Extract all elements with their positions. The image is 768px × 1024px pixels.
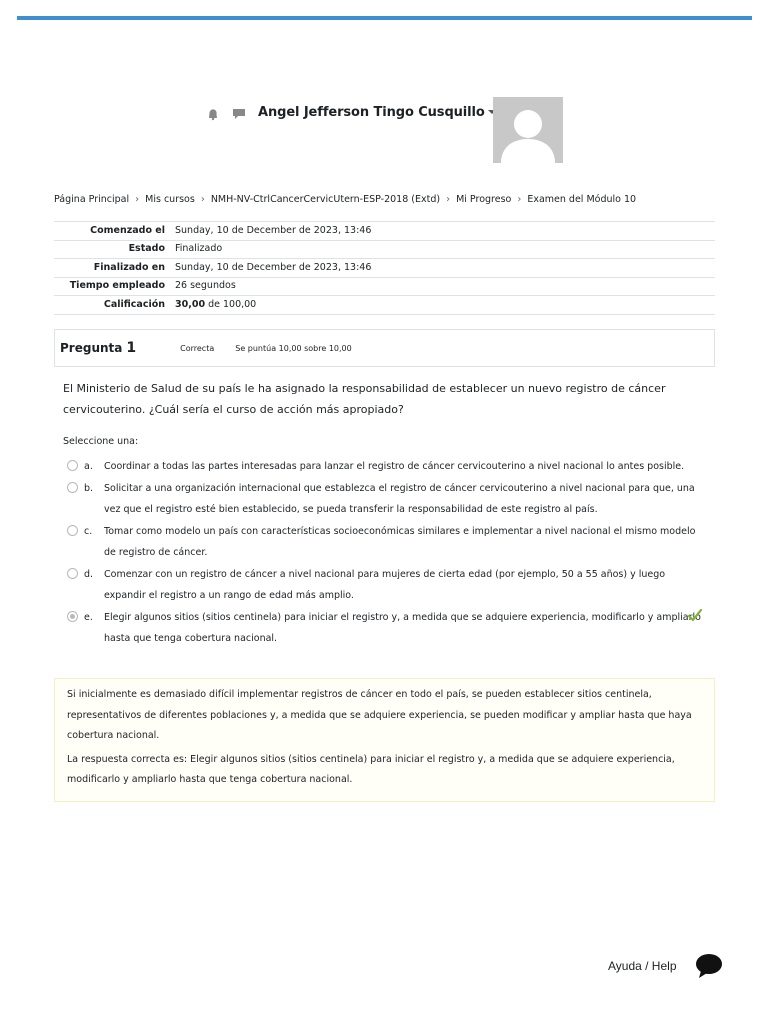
avatar[interactable]	[493, 97, 563, 163]
chevron-right-icon: ›	[200, 194, 205, 205]
radio-button[interactable]	[67, 482, 78, 493]
user-silhouette-icon	[493, 97, 563, 163]
answer-option-d[interactable]	[67, 564, 715, 606]
radio-button[interactable]	[67, 568, 78, 579]
question-title-label: Pregunta	[60, 341, 123, 355]
summary-row-grade	[54, 296, 715, 315]
summary-label: Estado	[128, 243, 165, 255]
quiz-summary-table	[54, 221, 715, 315]
radio-button-selected[interactable]	[67, 611, 78, 622]
radio-button[interactable]	[67, 525, 78, 536]
summary-value: 26 segundos	[175, 280, 236, 292]
answer-list	[67, 456, 715, 650]
question-info-box	[54, 329, 715, 367]
answer-option-e[interactable]	[67, 607, 715, 649]
radio-button[interactable]	[67, 460, 78, 471]
breadcrumb-exam[interactable]: Examen del Módulo 10	[527, 194, 637, 205]
summary-label: Finalizado en	[93, 261, 165, 273]
answer-letter: b.	[84, 483, 94, 494]
summary-label: Comenzado el	[90, 224, 165, 236]
chat-icon[interactable]	[232, 107, 246, 121]
summary-value: Sunday, 10 de December de 2023, 13:46	[175, 261, 372, 273]
answer-letter: e.	[84, 612, 93, 623]
answer-letter: d.	[84, 569, 94, 580]
breadcrumb-home[interactable]: Página Principal	[54, 194, 130, 205]
summary-row-state	[54, 240, 715, 259]
summary-value: Sunday, 10 de December de 2023, 13:46	[175, 224, 372, 236]
answer-option-a[interactable]	[67, 456, 715, 477]
summary-label: Calificación	[103, 298, 165, 310]
breadcrumb-my-courses[interactable]: Mis cursos	[145, 194, 195, 205]
bell-icon[interactable]	[206, 107, 220, 121]
question-title	[60, 340, 136, 356]
answer-prompt: Seleccione una:	[63, 436, 139, 447]
answer-option-b[interactable]	[67, 478, 715, 520]
feedback-box	[54, 678, 715, 802]
chat-bubble-icon[interactable]	[695, 953, 723, 979]
general-feedback: Si inicialmente es demasiado difícil implementar registros de cáncer en todo el país, se pueden establecer sitios centinela, representativos de diferentes poblaciones y, a medida que se adquiere experiencia, se pueden modificar y ampliar hasta que haya cobertura nacional.	[67, 689, 692, 741]
summary-row-time	[54, 277, 715, 296]
grade-score: 30,00	[175, 298, 206, 310]
question-grade: Se puntúa 10,00 sobre 10,00	[235, 343, 352, 353]
help-link[interactable]: Ayuda / Help	[608, 959, 677, 973]
chevron-right-icon: ›	[517, 194, 522, 205]
breadcrumb	[54, 194, 636, 205]
question-state: Correcta	[180, 343, 215, 353]
user-name[interactable]: Angel Jefferson Tingo Cusquillo	[258, 105, 485, 120]
right-answer: La respuesta correcta es: Elegir algunos sitios (sitios centinela) para iniciar el registro y, a medida que se adquiere experiencia, modificarlo y ampliarlo hasta que tenga cobertura nacional.	[67, 753, 675, 785]
summary-label: Tiempo empleado	[69, 280, 165, 292]
breadcrumb-course[interactable]: NMH-NV-CtrlCancerCervicUtern-ESP-2018 (Extd)	[210, 194, 441, 205]
user-header	[206, 96, 496, 121]
answer-text: Comenzar con un registro de cáncer a nivel nacional para mujeres de cierta edad (por ejemplo, 50 a 55 años) y luego expandir el registro a un rango de edad más amplio.	[104, 569, 666, 601]
chevron-right-icon: ›	[135, 194, 140, 205]
answer-text: Elegir algunos sitios (sitios centinela) para iniciar el registro y, a medida que se adquiere experiencia, modificarlo y ampliarlo hasta que tenga cobertura nacional.	[104, 612, 701, 644]
summary-value	[171, 296, 715, 315]
checkmark-icon	[687, 607, 703, 623]
summary-row-finished	[54, 259, 715, 278]
question-number: 1	[126, 340, 137, 356]
question-text: El Ministerio de Salud de su país le ha asignado la responsabilidad de establecer un nuevo registro de cáncer cervicouterino. ¿Cuál sería el curso de acción más apropiado?	[63, 382, 666, 416]
top-accent-bar	[17, 16, 752, 20]
grade-suffix: de 100,00	[208, 298, 257, 310]
answer-text: Solicitar a una organización internacional que establezca el registro de cáncer cervicouterino a nivel nacional para que, una vez que el registro esté bien establecido, se pueda transferir la responsabilidad de este registro al país.	[104, 483, 695, 515]
summary-value: Finalizado	[175, 243, 223, 255]
user-menu[interactable]	[258, 105, 496, 120]
breadcrumb-progress[interactable]: Mi Progreso	[456, 194, 512, 205]
answer-text: Tomar como modelo un país con características socioeconómicas similares e implementar a nivel nacional el mismo modelo de registro de cáncer.	[104, 526, 696, 558]
answer-text: Coordinar a todas las partes interesadas para lanzar el registro de cáncer cervicouterino a nivel nacional lo antes posible.	[104, 461, 685, 472]
chevron-right-icon: ›	[446, 194, 451, 205]
summary-row-started	[54, 222, 715, 241]
answer-option-c[interactable]	[67, 521, 715, 563]
answer-letter: c.	[84, 526, 93, 537]
answer-letter: a.	[84, 461, 93, 472]
